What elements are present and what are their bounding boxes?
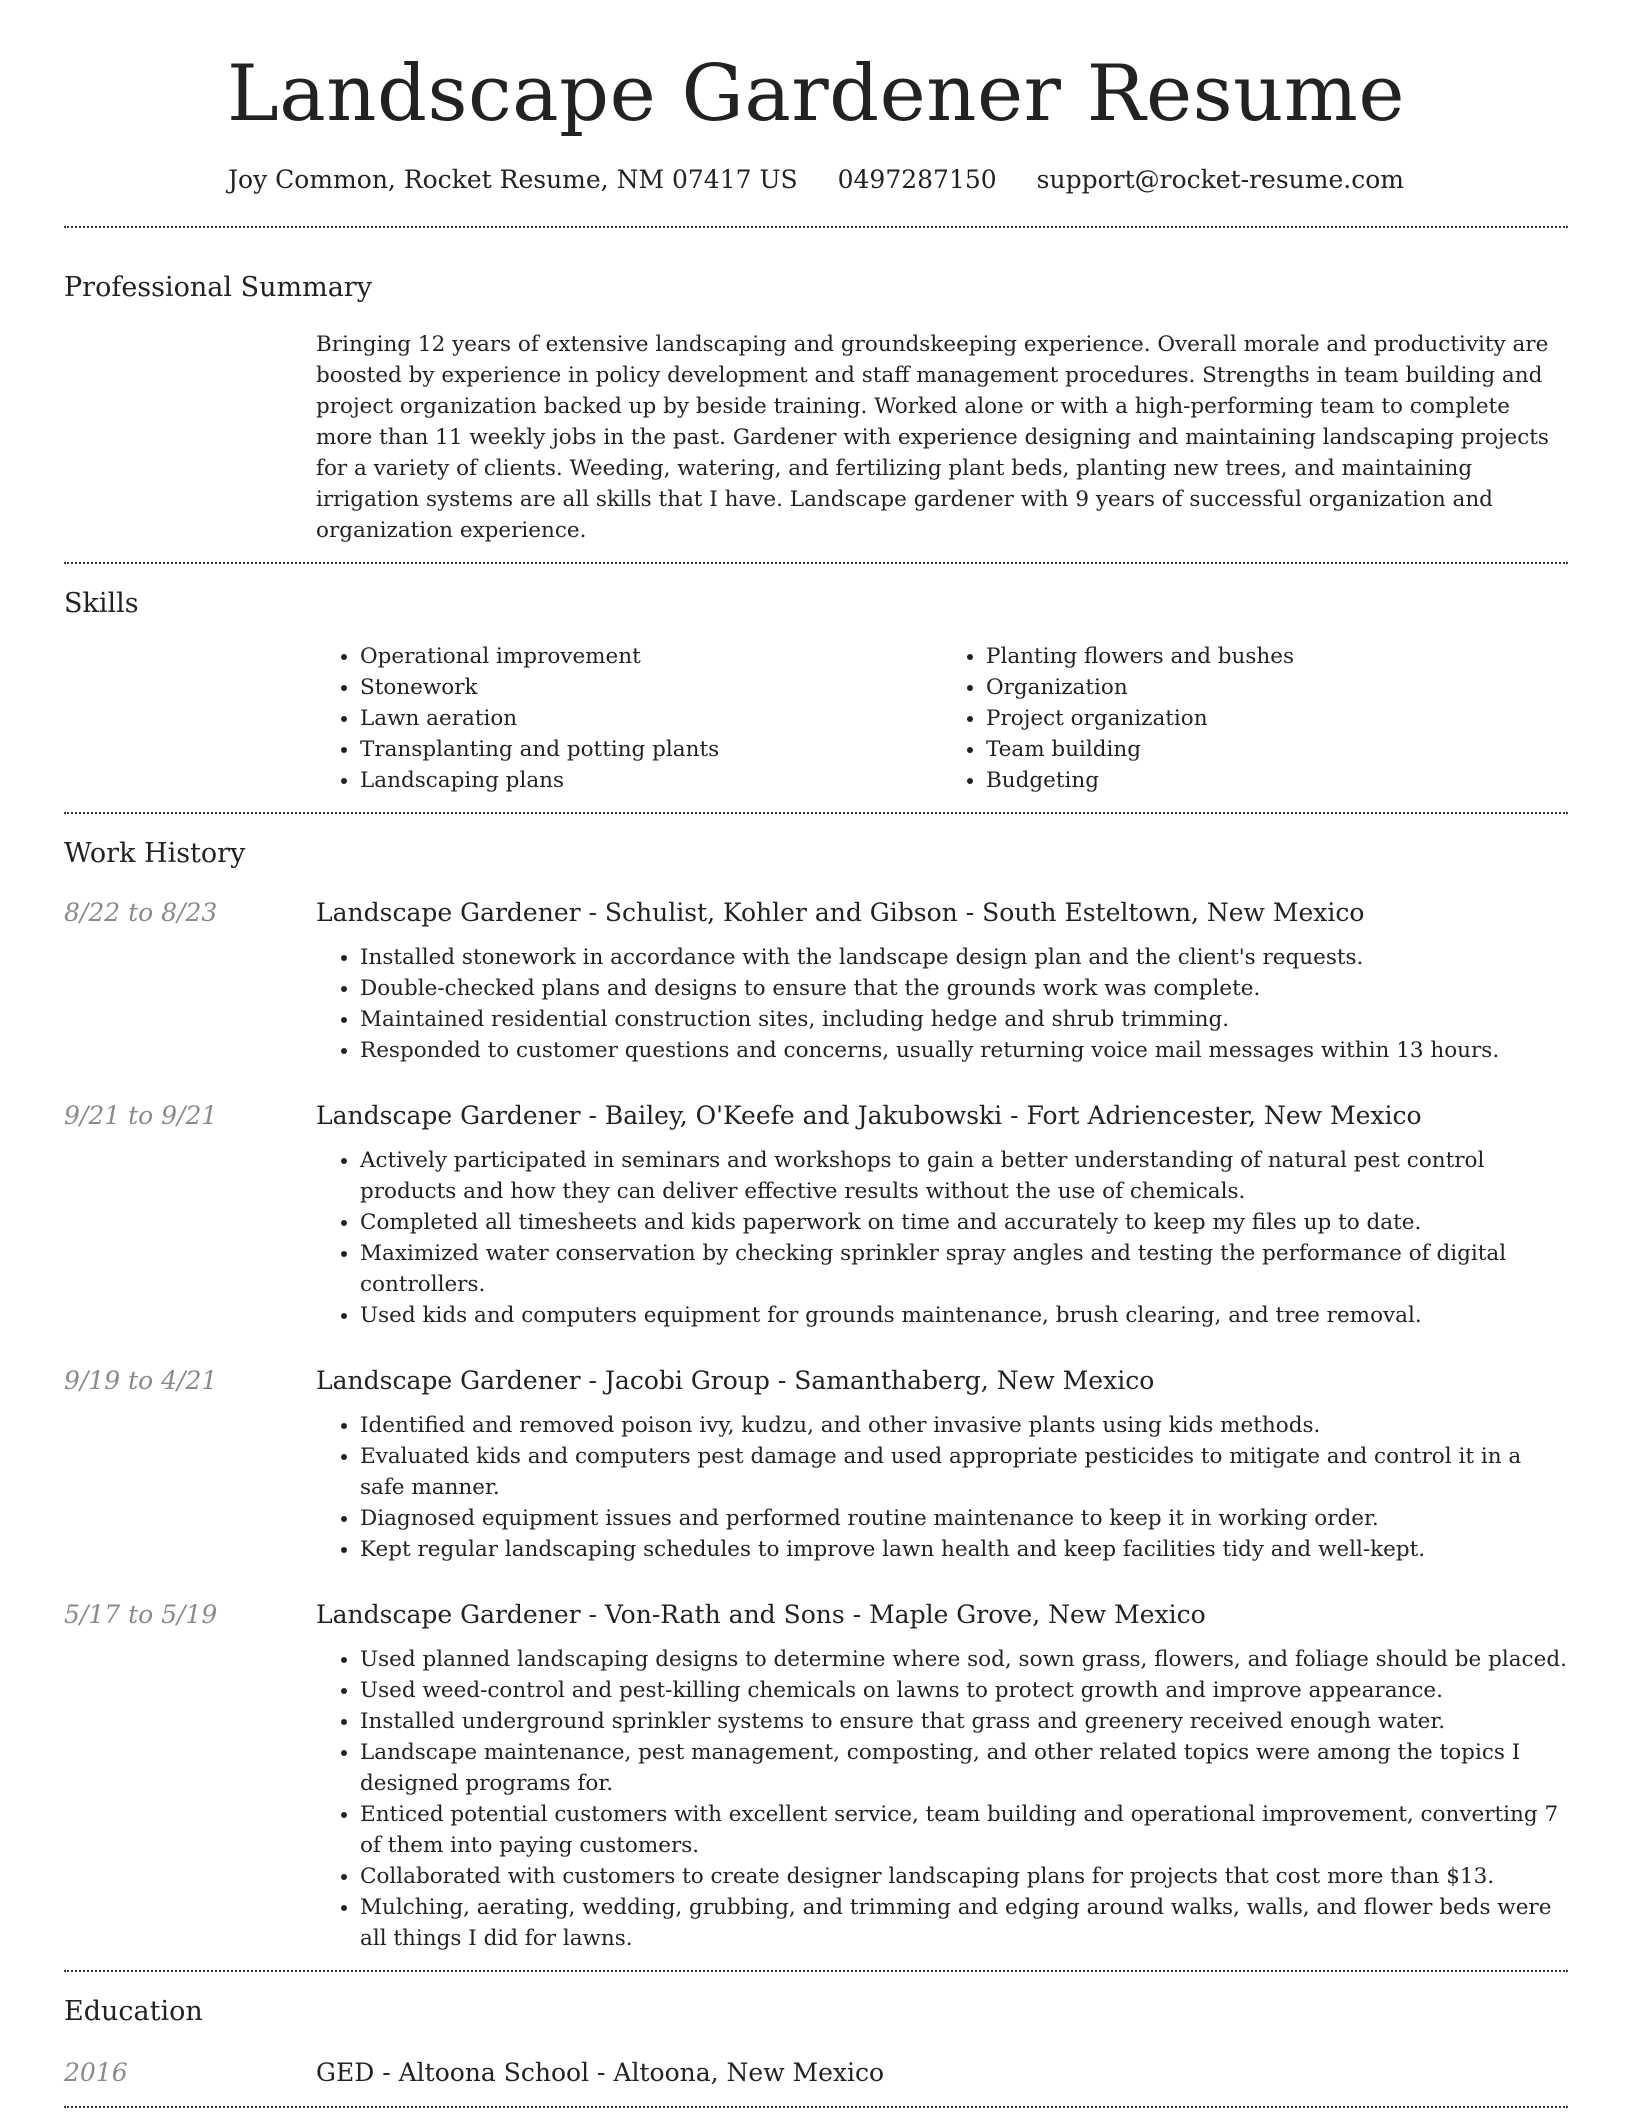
education-year: 2016 — [64, 2058, 128, 2088]
job-bullet: • Maximized water conservation by checking sprinkler spray angles and testing the performance of digital controllers. — [360, 1238, 1568, 1300]
job-entry — [64, 1365, 1568, 1565]
job-bullet: • Maintained residential construction sites, including hedge and shrub trimming. — [360, 1004, 1568, 1035]
job-bullet: • Enticed potential customers with excellent service, team building and operational improvement, converting 7 of them into paying customers. — [360, 1799, 1568, 1861]
work-history-section — [64, 814, 1568, 1954]
job-bullets — [316, 1644, 1568, 1954]
job-bullets — [316, 942, 1568, 1066]
education-heading: Education — [64, 1996, 203, 2028]
skill-item: • Lawn aeration — [360, 703, 942, 734]
job-bullet: • Collaborated with customers to create designer landscaping plans for projects that cost more than $13. — [360, 1861, 1568, 1892]
skill-item: • Project organization — [986, 703, 1568, 734]
job-bullets — [316, 1145, 1568, 1331]
work-history-heading: Work History — [64, 838, 246, 870]
summary-text: Bringing 12 years of extensive landscaping and groundskeeping experience. Overall morale and productivity are boosted by experience in policy development and staff management procedures. Strengths in team building and project organization backed up by beside training. Worked alone or with a high-performing team to complete more than 11 weekly jobs in the past. Gardener with experience designing and maintaining landscaping projects for a variety of clients. Weeding, watering, and fertilizing plant beds, planting new trees, and maintaining irrigation systems are all skills that I have. Landscape gardener with 9 years of successful organization and organization experience. — [316, 332, 1549, 544]
job-bullet: • Landscape maintenance, pest management, composting, and other related topics were among the topics I designed programs for. — [360, 1737, 1568, 1799]
job-bullet: • Diagnosed equipment issues and performed routine maintenance to keep it in working order. — [360, 1503, 1568, 1534]
skill-item: • Budgeting — [986, 765, 1568, 796]
education-detail: GED - Altoona School - Altoona, New Mexico — [316, 2058, 885, 2088]
job-bullet: • Installed stonework in accordance with the landscape design plan and the client's requests. — [360, 942, 1568, 973]
job-dates: 8/22 to 8/23 — [64, 898, 218, 928]
skill-item: • Operational improvement — [360, 641, 942, 672]
skill-item: • Team building — [986, 734, 1568, 765]
skills-column-2 — [942, 641, 1568, 796]
job-bullet: • Completed all timesheets and kids paperwork on time and accurately to keep my files up to date. — [360, 1207, 1568, 1238]
skill-item: • Planting flowers and bushes — [986, 641, 1568, 672]
skill-item: • Stonework — [360, 672, 942, 703]
job-dates: 9/21 to 9/21 — [64, 1101, 218, 1131]
job-title: Landscape Gardener - Von-Rath and Sons - Maple Grove, New Mexico — [316, 1600, 1206, 1630]
job-title: Landscape Gardener - Schulist, Kohler and Gibson - South Esteltown, New Mexico — [316, 898, 1365, 928]
job-title: Landscape Gardener - Bailey, O'Keefe and Jakubowski - Fort Adriencester, New Mexico — [316, 1101, 1422, 1131]
job-bullet: • Mulching, aerating, wedding, grubbing, and trimming and edging around walks, walls, and flower beds were all things I did for lawns. — [360, 1892, 1568, 1954]
contact-line — [64, 164, 1568, 197]
job-title: Landscape Gardener - Jacobi Group - Samanthaberg, New Mexico — [316, 1366, 1155, 1396]
job-bullet: • Kept regular landscaping schedules to improve lawn health and keep facilities tidy and well-kept. — [360, 1534, 1568, 1565]
contact-email: support@rocket-resume.com — [1036, 164, 1404, 194]
job-bullet: • Used planned landscaping designs to determine where sod, sown grass, flowers, and foliage should be placed. — [360, 1644, 1568, 1675]
section-divider — [64, 2106, 1568, 2108]
skills-heading: Skills — [64, 588, 139, 620]
skill-item: • Organization — [986, 672, 1568, 703]
job-entry — [64, 897, 1568, 1066]
job-bullet: • Used weed-control and pest-killing chemicals on lawns to protect growth and improve appearance. — [360, 1675, 1568, 1706]
job-bullet: • Installed underground sprinkler systems to ensure that grass and greenery received enough water. — [360, 1706, 1568, 1737]
resume-title: Landscape Gardener Resume — [226, 49, 1405, 139]
education-section — [64, 1972, 1568, 2088]
job-entry — [64, 1599, 1568, 1954]
education-entry — [64, 2057, 1568, 2088]
job-dates: 5/17 to 5/19 — [64, 1600, 218, 1630]
summary-section — [64, 228, 1568, 546]
resume-header — [64, 0, 1568, 196]
skills-column-1 — [316, 641, 942, 796]
skill-item: • Landscaping plans — [360, 765, 942, 796]
summary-heading: Professional Summary — [64, 272, 372, 304]
contact-phone: 0497287150 — [837, 164, 997, 194]
job-bullet: • Responded to customer questions and concerns, usually returning voice mail messages within 13 hours. — [360, 1035, 1568, 1066]
contact-address: Joy Common, Rocket Resume, NM 07417 US — [228, 164, 798, 194]
job-bullet: • Identified and removed poison ivy, kudzu, and other invasive plants using kids methods. — [360, 1410, 1568, 1441]
job-bullet: • Actively participated in seminars and workshops to gain a better understanding of natural pest control products and how they can deliver effective results without the use of chemicals. — [360, 1145, 1568, 1207]
skills-grid — [316, 641, 1568, 796]
job-bullet: • Used kids and computers equipment for grounds maintenance, brush clearing, and tree removal. — [360, 1300, 1568, 1331]
job-bullet: • Double-checked plans and designs to ensure that the grounds work was complete. — [360, 973, 1568, 1004]
job-entry — [64, 1100, 1568, 1331]
job-bullet: • Evaluated kids and computers pest damage and used appropriate pesticides to mitigate and control it in a safe manner. — [360, 1441, 1568, 1503]
job-bullets — [316, 1410, 1568, 1565]
job-dates: 9/19 to 4/21 — [64, 1366, 218, 1396]
skill-item: • Transplanting and potting plants — [360, 734, 942, 765]
skills-section — [64, 564, 1568, 796]
